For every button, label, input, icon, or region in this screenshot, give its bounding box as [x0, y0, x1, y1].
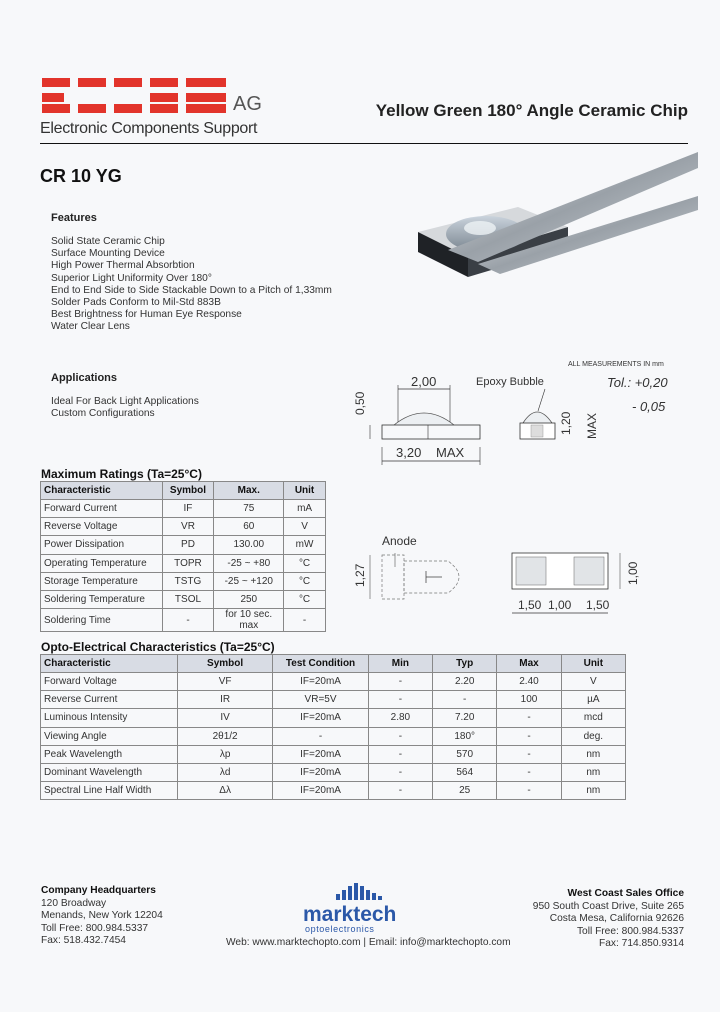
table-cell: -: [497, 745, 561, 763]
brand-sub: optoelectronics: [305, 924, 375, 934]
table-cell: TSOL: [162, 590, 214, 608]
dim-100: 1,00: [626, 561, 640, 585]
column-header: Unit: [561, 655, 625, 673]
brand-name: marktech: [303, 903, 397, 926]
table-cell: VR=5V: [273, 691, 368, 709]
table-cell: λd: [177, 763, 272, 781]
table-cell: Reverse Current: [41, 691, 178, 709]
wc-title: West Coast Sales Office: [567, 888, 684, 899]
column-header: Test Condition: [273, 655, 368, 673]
table-row: [41, 572, 326, 590]
table-cell: V: [561, 673, 625, 691]
dimension-drawing-top: [340, 355, 700, 475]
table-cell: Reverse Voltage: [41, 518, 163, 536]
wc-line: Costa Mesa, California 92626: [549, 913, 684, 925]
table-cell: 60: [214, 518, 284, 536]
table-cell: °C: [284, 554, 326, 572]
tolerance-plus: Tol.: +0,20: [607, 375, 668, 390]
page-title: Yellow Green 180° Angle Ceramic Chip: [375, 101, 688, 120]
table-cell: Peak Wavelength: [41, 745, 178, 763]
dim-length-max: MAX: [436, 445, 465, 460]
list-item: Solder Pads Conform to Mil-Std 883B: [51, 297, 221, 309]
logo-stroke: [42, 104, 70, 113]
table-row: [41, 554, 326, 572]
part-number: CR 10 YG: [40, 166, 122, 186]
pad-dim-2: 1,00: [548, 598, 572, 612]
table-cell: -: [368, 673, 432, 691]
features-heading: Features: [51, 212, 97, 224]
table-cell: VF: [177, 673, 272, 691]
table-cell: IF=20mA: [273, 782, 368, 800]
wc-line: Fax: 714.850.9314: [599, 938, 684, 950]
table-cell: nm: [561, 763, 625, 781]
table-cell: Viewing Angle: [41, 727, 178, 745]
table-row: [41, 782, 626, 800]
table-cell: -: [497, 709, 561, 727]
table-cell: IF=20mA: [273, 673, 368, 691]
table-cell: Spectral Line Half Width: [41, 782, 178, 800]
column-header: Max.: [214, 482, 284, 500]
hq-line: Toll Free: 800.984.5337: [41, 922, 149, 934]
table-cell: -: [433, 691, 497, 709]
hq-line: 120 Broadway: [41, 897, 107, 909]
table-cell: 100: [497, 691, 561, 709]
table-cell: IF=20mA: [273, 709, 368, 727]
logo-stroke: [186, 104, 226, 113]
table-cell: nm: [561, 745, 625, 763]
dim-height: 0,50: [353, 391, 367, 415]
table-cell: -: [497, 727, 561, 745]
logo-stroke: [150, 78, 178, 87]
list-item: Superior Light Uniformity Over 180°: [51, 272, 212, 284]
hq-line: Menands, New York 12204: [41, 910, 163, 922]
web-email-line[interactable]: Web: www.marktechopto.com | Email: info@marktechopto.com: [226, 937, 511, 948]
table-row: [41, 745, 626, 763]
column-header: Typ: [433, 655, 497, 673]
table-cell: -25 ~ +120: [214, 572, 284, 590]
column-header: Max: [497, 655, 561, 673]
column-header: Unit: [284, 482, 326, 500]
logo-stroke: [150, 93, 178, 102]
table-cell: IR: [177, 691, 272, 709]
list-item: Ideal For Back Light Applications: [51, 396, 199, 407]
table-row: [41, 590, 326, 608]
table-cell: VR: [162, 518, 214, 536]
dim-length: 3,20: [396, 445, 422, 460]
table-cell: 180°: [433, 727, 497, 745]
table-row: [41, 500, 326, 518]
table-row: [41, 709, 626, 727]
table-row: [41, 609, 326, 632]
logo-stroke: [186, 93, 226, 102]
table-cell: Forward Current: [41, 500, 163, 518]
table-cell: Forward Voltage: [41, 673, 178, 691]
dim-127: 1,27: [353, 563, 367, 587]
table-header-row: [41, 482, 326, 500]
table-cell: Dominant Wavelength: [41, 763, 178, 781]
table-cell: 570: [433, 745, 497, 763]
column-header: Min: [368, 655, 432, 673]
opto-title: Opto-Electrical Characteristics (Ta=25°C): [41, 640, 275, 654]
max-ratings-title: Maximum Ratings (Ta=25°C): [41, 467, 202, 481]
west-coast-block: [533, 888, 684, 951]
logo-stroke: [186, 78, 226, 87]
headquarters-block: [41, 885, 163, 948]
table-cell: Power Dissipation: [41, 536, 163, 554]
table-header-row: [41, 655, 626, 673]
table-cell: Soldering Time: [41, 609, 163, 632]
table-cell: 250: [214, 590, 284, 608]
table-cell: µA: [561, 691, 625, 709]
list-item: Surface Mounting Device: [51, 248, 165, 260]
table-cell: for 10 sec. max: [214, 609, 284, 632]
list-item: Water Clear Lens: [51, 321, 130, 333]
table-cell: 7.20: [433, 709, 497, 727]
pad-dim-3: 1,50: [586, 598, 610, 612]
column-header: Symbol: [177, 655, 272, 673]
epoxy-bubble-label: Epoxy Bubble: [476, 376, 544, 388]
list-item: Custom Configurations: [51, 408, 155, 420]
table-cell: TOPR: [162, 554, 214, 572]
applications-list: [51, 396, 199, 420]
table-cell: 2.40: [497, 673, 561, 691]
table-cell: IV: [177, 709, 272, 727]
tagline: Electronic Components Support: [40, 120, 258, 137]
header-divider: [40, 143, 688, 144]
table-cell: Operating Temperature: [41, 554, 163, 572]
features-list: [51, 236, 332, 334]
table-row: [41, 673, 626, 691]
table-cell: -: [284, 609, 326, 632]
table-cell: IF: [162, 500, 214, 518]
hq-title: Company Headquarters: [41, 885, 156, 896]
applications-heading: Applications: [51, 372, 118, 384]
table-row: [41, 691, 626, 709]
table-cell: λp: [177, 745, 272, 763]
column-header: Symbol: [162, 482, 214, 500]
logo-ag: AG: [233, 93, 262, 115]
table-cell: 564: [433, 763, 497, 781]
table-cell: 2.80: [368, 709, 432, 727]
table-row: [41, 727, 626, 745]
list-item: End to End Side to Side Stackable Down to a Pitch of 1,33mm: [51, 284, 332, 296]
tolerance-minus: - 0,05: [632, 399, 666, 414]
table-row: [41, 763, 626, 781]
logo-stroke: [42, 93, 64, 102]
table-cell: -25 ~ +80: [214, 554, 284, 572]
hq-line: Fax: 518.432.7454: [41, 935, 126, 947]
table-cell: -: [497, 763, 561, 781]
table-cell: -: [497, 782, 561, 800]
table-cell: deg.: [561, 727, 625, 745]
table-cell: -: [368, 782, 432, 800]
table-cell: -: [368, 727, 432, 745]
wc-line: 950 South Coast Drive, Suite 265: [532, 900, 684, 912]
dim-side: 1,20: [559, 411, 573, 435]
table-row: [41, 518, 326, 536]
table-cell: -: [368, 691, 432, 709]
max-ratings-table: [40, 481, 326, 632]
table-cell: TSTG: [162, 572, 214, 590]
table-cell: mcd: [561, 709, 625, 727]
table-cell: PD: [162, 536, 214, 554]
table-cell: Soldering Temperature: [41, 590, 163, 608]
dim-side-max: MAX: [585, 412, 599, 439]
table-cell: Luminous Intensity: [41, 709, 178, 727]
table-cell: IF=20mA: [273, 763, 368, 781]
logo-stroke: [114, 104, 142, 113]
table-cell: -: [162, 609, 214, 632]
table-cell: 2θ1/2: [177, 727, 272, 745]
logo-stroke: [78, 78, 106, 87]
table-cell: IF=20mA: [273, 745, 368, 763]
table-cell: mW: [284, 536, 326, 554]
table-cell: mA: [284, 500, 326, 518]
logo-stroke: [78, 104, 106, 113]
logo-stroke: [42, 78, 70, 87]
logo-stroke: [114, 78, 142, 87]
measurement-note: ALL MEASUREMENTS IN mm: [568, 361, 664, 368]
column-header: Characteristic: [41, 655, 178, 673]
table-cell: 130.00: [214, 536, 284, 554]
table-row: [41, 536, 326, 554]
list-item: Best Brightness for Human Eye Response: [51, 309, 242, 321]
marktech-logo: [300, 880, 430, 935]
table-cell: °C: [284, 572, 326, 590]
logo-stroke: [150, 104, 178, 113]
table-cell: 75: [214, 500, 284, 518]
column-header: Characteristic: [41, 482, 163, 500]
table-cell: -: [368, 745, 432, 763]
table-cell: nm: [561, 782, 625, 800]
list-item: High Power Thermal Absorbtion: [51, 260, 195, 272]
pad-dim-1: 1,50: [518, 598, 542, 612]
product-photo: [408, 152, 698, 332]
table-cell: -: [273, 727, 368, 745]
opto-table: [40, 654, 626, 800]
table-cell: 25: [433, 782, 497, 800]
table-cell: -: [368, 763, 432, 781]
list-item: Solid State Ceramic Chip: [51, 236, 165, 247]
table-cell: Storage Temperature: [41, 572, 163, 590]
dim-width: 2,00: [411, 374, 437, 389]
table-cell: 2.20: [433, 673, 497, 691]
table-cell: Δλ: [177, 782, 272, 800]
wc-line: Toll Free: 800.984.5337: [576, 925, 684, 937]
dimension-drawing-bottom: [340, 525, 700, 625]
table-cell: °C: [284, 590, 326, 608]
anode-label: Anode: [382, 534, 417, 548]
table-cell: V: [284, 518, 326, 536]
